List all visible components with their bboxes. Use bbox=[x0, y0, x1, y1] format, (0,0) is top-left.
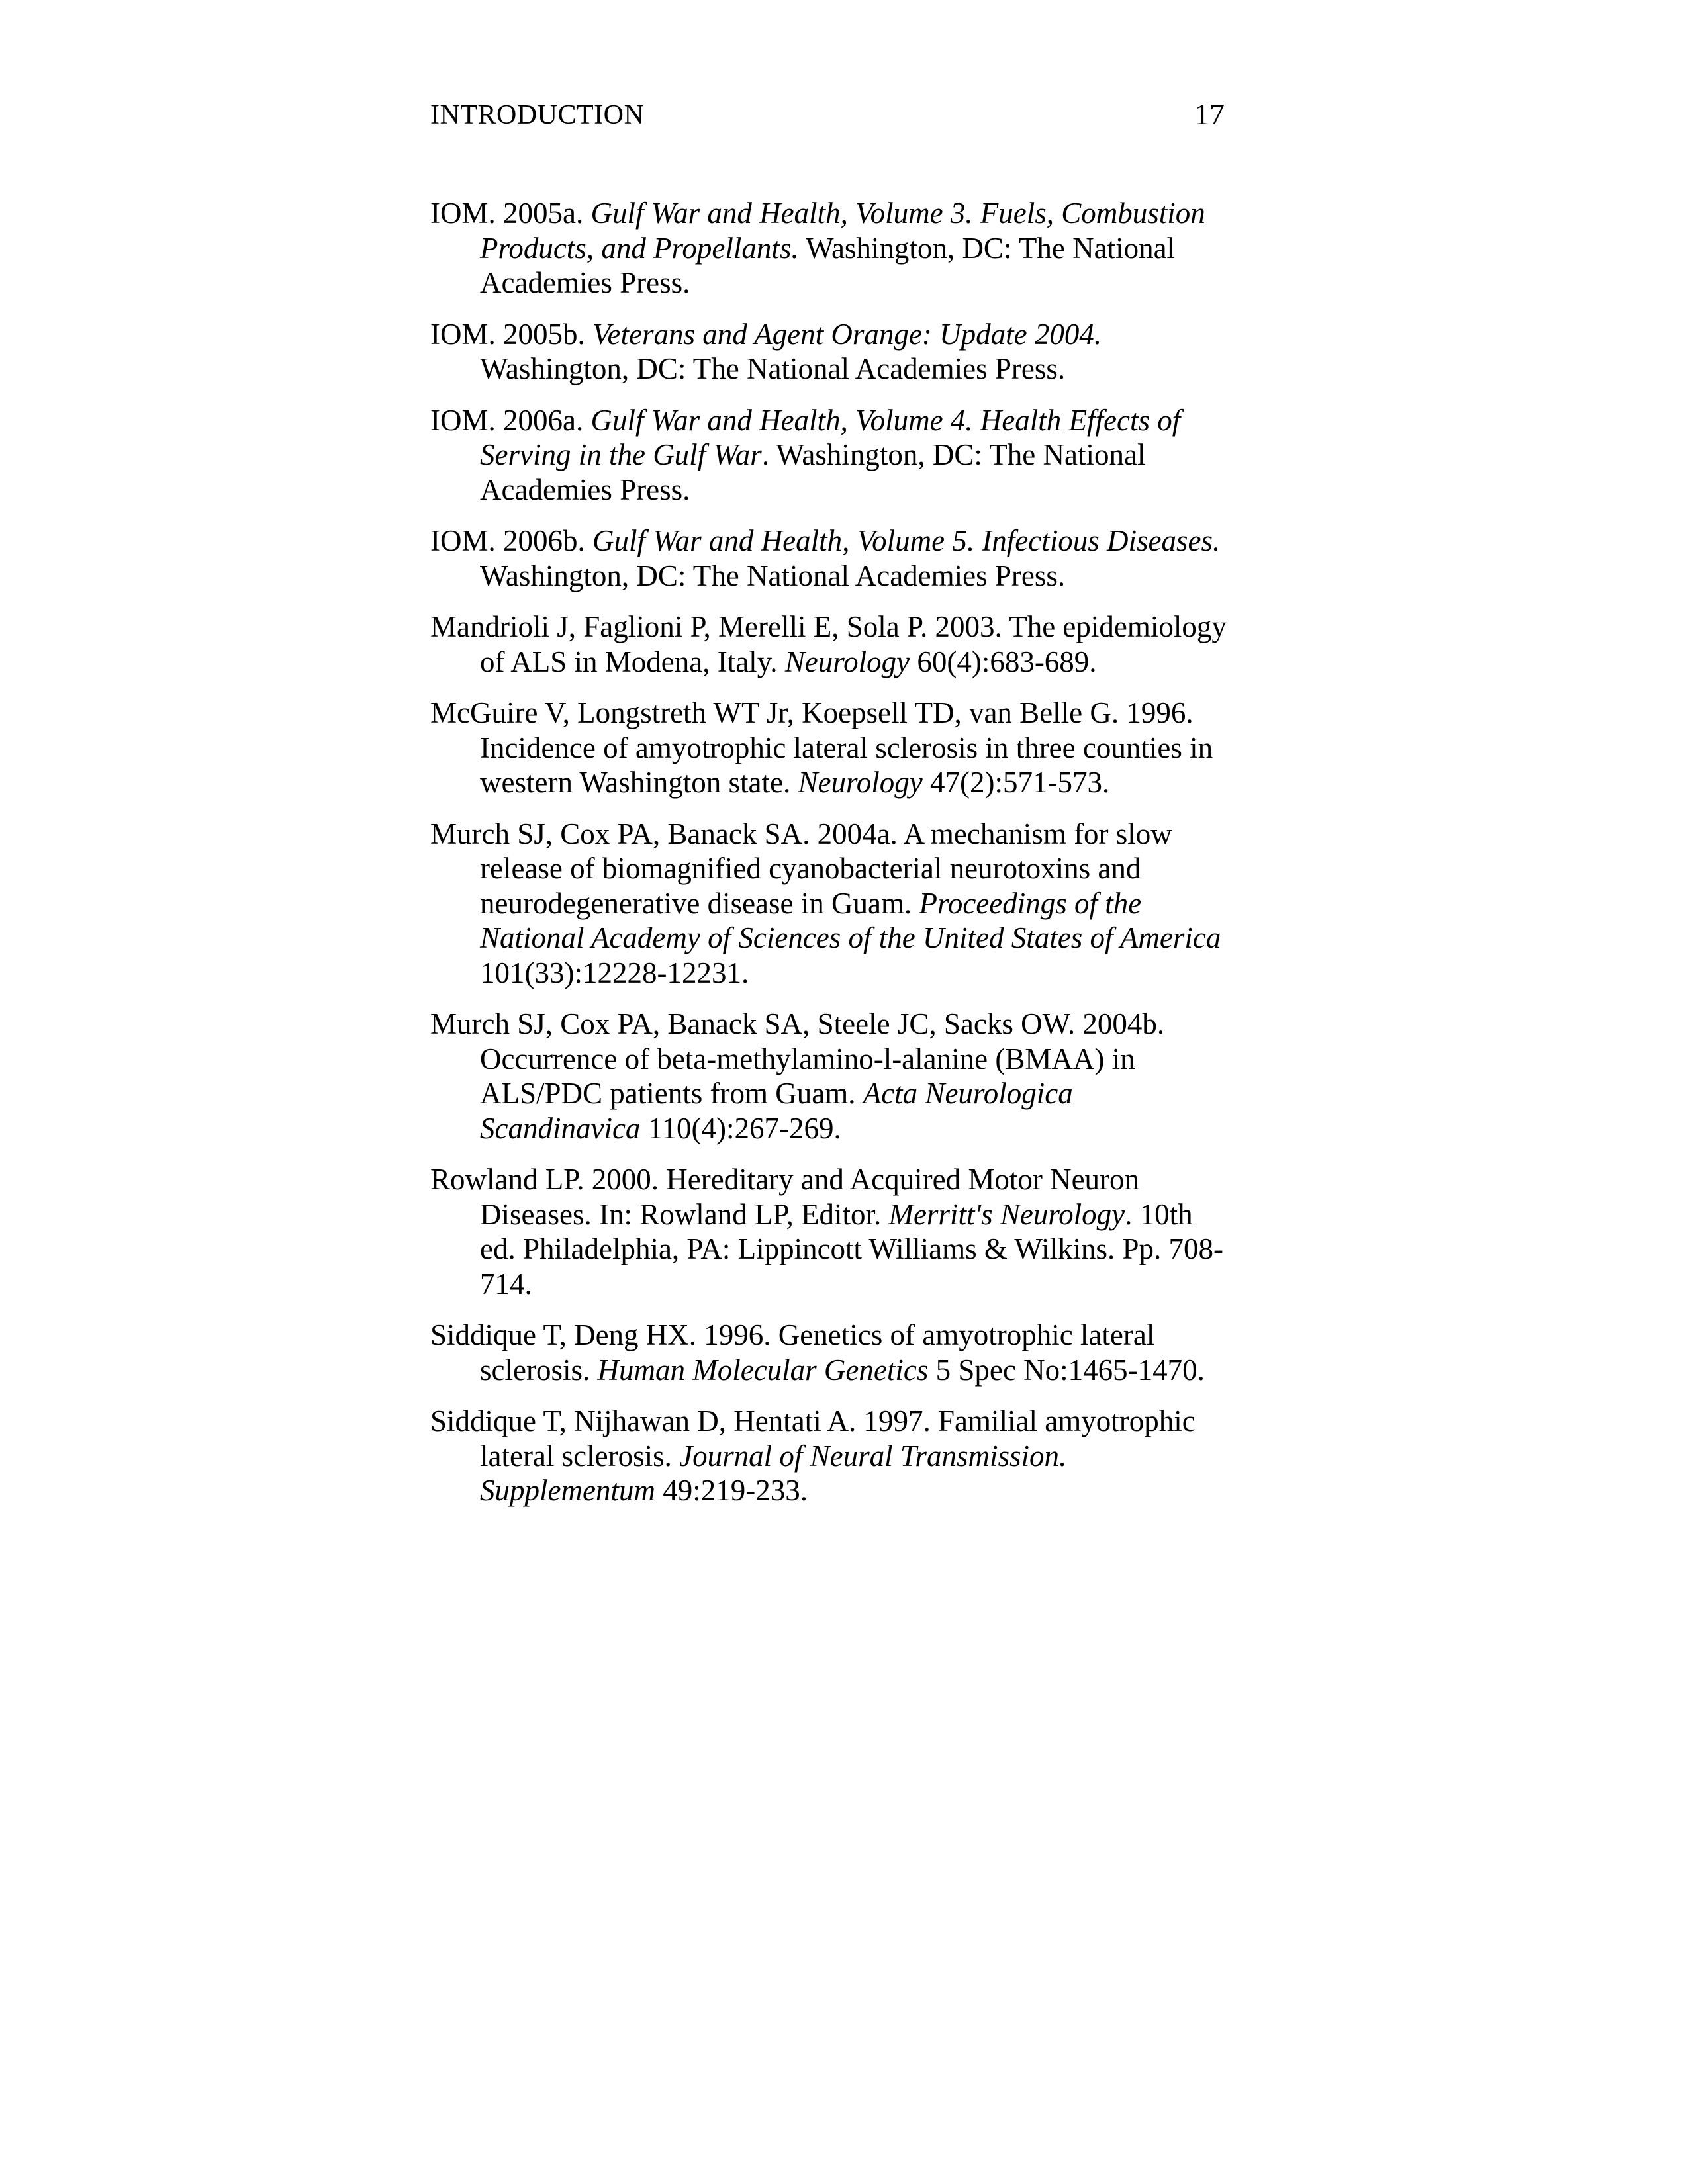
reference-text: . Washington, DC: The National bbox=[761, 438, 1146, 471]
reference-text: Incidence of amyotrophic lateral sclerosis in three counties in bbox=[480, 731, 1213, 764]
reference-title: Supplementum bbox=[480, 1474, 655, 1507]
reference-title: Gulf War and Health, Volume 5. Infectious Diseases. bbox=[592, 524, 1221, 557]
reference-title: Acta Neurologica bbox=[863, 1077, 1073, 1110]
reference-text: Siddique T, Nijhawan D, Hentati A. 1997. Familial amyotrophic bbox=[430, 1404, 1196, 1437]
reference-text: 714. bbox=[480, 1267, 532, 1300]
reference-text: Academies Press. bbox=[480, 266, 690, 299]
reference-text: Siddique T, Deng HX. 1996. Genetics of amyotrophic lateral bbox=[430, 1318, 1155, 1351]
reference-text: neurodegenerative disease in Guam. bbox=[480, 886, 919, 920]
reference-text: 47(2):571-573. bbox=[922, 766, 1110, 799]
reference-entry bbox=[430, 1162, 1251, 1301]
reference-title: Journal of Neural Transmission. bbox=[679, 1439, 1067, 1473]
reference-title: National Academy of Sciences of the United States of America bbox=[480, 921, 1221, 954]
reference-title: Products, and Propellants. bbox=[480, 231, 799, 265]
reference-title: Gulf War and Health, Volume 4. Health Effects of bbox=[590, 403, 1181, 437]
reference-text: release of biomagnified cyanobacterial neurotoxins and bbox=[480, 852, 1141, 885]
reference-text: Washington, DC: The National Academies Press. bbox=[480, 559, 1066, 592]
reference-entry bbox=[430, 1318, 1251, 1387]
reference-title: Neurology bbox=[784, 645, 910, 678]
reference-text: 101(33):12228-12231. bbox=[480, 956, 749, 989]
reference-entry bbox=[430, 196, 1251, 300]
reference-title: Neurology bbox=[798, 766, 923, 799]
reference-list bbox=[430, 196, 1251, 1525]
reference-title: Serving in the Gulf War bbox=[480, 438, 762, 471]
reference-text: ed. Philadelphia, PA: Lippincott Williams & Wilkins. Pp. 708- bbox=[480, 1232, 1224, 1265]
reference-text: Occurrence of beta-methylamino-l-alanine (BMAA) in bbox=[480, 1042, 1135, 1075]
reference-entry bbox=[430, 523, 1251, 593]
reference-text: Rowland LP. 2000. Hereditary and Acquired Motor Neuron bbox=[430, 1163, 1140, 1196]
running-head bbox=[430, 99, 1225, 139]
reference-text: Murch SJ, Cox PA, Banack SA. 2004a. A mechanism for slow bbox=[430, 817, 1172, 850]
running-head-title: INTRODUCTION bbox=[430, 100, 645, 130]
reference-text: IOM. 2006b. bbox=[430, 524, 592, 557]
page-number: 17 bbox=[1194, 97, 1225, 131]
reference-text: . 10th bbox=[1125, 1197, 1193, 1231]
reference-text: 5 Spec No:1465-1470. bbox=[928, 1353, 1205, 1387]
reference-text: Murch SJ, Cox PA, Banack SA, Steele JC, Sacks OW. 2004b. bbox=[430, 1007, 1165, 1040]
reference-text: sclerosis. bbox=[480, 1353, 598, 1387]
reference-title: Scandinavica bbox=[480, 1111, 641, 1145]
reference-text: IOM. 2006a. bbox=[430, 403, 591, 437]
reference-title: Merritt's Neurology bbox=[888, 1197, 1125, 1231]
reference-text: Academies Press. bbox=[480, 473, 690, 506]
reference-title: Proceedings of the bbox=[919, 886, 1142, 920]
reference-text: 60(4):683-689. bbox=[910, 645, 1097, 678]
reference-entry bbox=[430, 1404, 1251, 1508]
reference-text: lateral sclerosis. bbox=[480, 1439, 680, 1473]
reference-entry bbox=[430, 696, 1251, 800]
reference-entry bbox=[430, 1007, 1251, 1146]
reference-title: Human Molecular Genetics bbox=[597, 1353, 929, 1387]
reference-entry bbox=[430, 403, 1251, 508]
reference-text: Diseases. In: Rowland LP, Editor. bbox=[480, 1197, 889, 1231]
reference-text: ALS/PDC patients from Guam. bbox=[480, 1077, 863, 1110]
reference-entry bbox=[430, 817, 1251, 991]
reference-text: IOM. 2005b. bbox=[430, 317, 592, 351]
reference-text: 110(4):267-269. bbox=[640, 1111, 841, 1145]
reference-text: McGuire V, Longstreth WT Jr, Koepsell TD, van Belle G. 1996. bbox=[430, 696, 1194, 729]
reference-title: Gulf War and Health, Volume 3. Fuels, Combustion bbox=[590, 197, 1205, 230]
reference-text: 49:219-233. bbox=[655, 1474, 808, 1507]
reference-text: Washington, DC: The National bbox=[798, 231, 1176, 265]
reference-text: western Washington state. bbox=[480, 766, 798, 799]
reference-text: IOM. 2005a. bbox=[430, 197, 591, 230]
reference-title: Veterans and Agent Orange: Update 2004. bbox=[592, 317, 1102, 351]
reference-entry bbox=[430, 610, 1251, 679]
reference-text: of ALS in Modena, Italy. bbox=[480, 645, 785, 678]
reference-entry bbox=[430, 317, 1251, 387]
reference-text: Washington, DC: The National Academies Press. bbox=[480, 352, 1066, 385]
reference-text: Mandrioli J, Faglioni P, Merelli E, Sola P. 2003. The epidemiology bbox=[430, 610, 1227, 643]
